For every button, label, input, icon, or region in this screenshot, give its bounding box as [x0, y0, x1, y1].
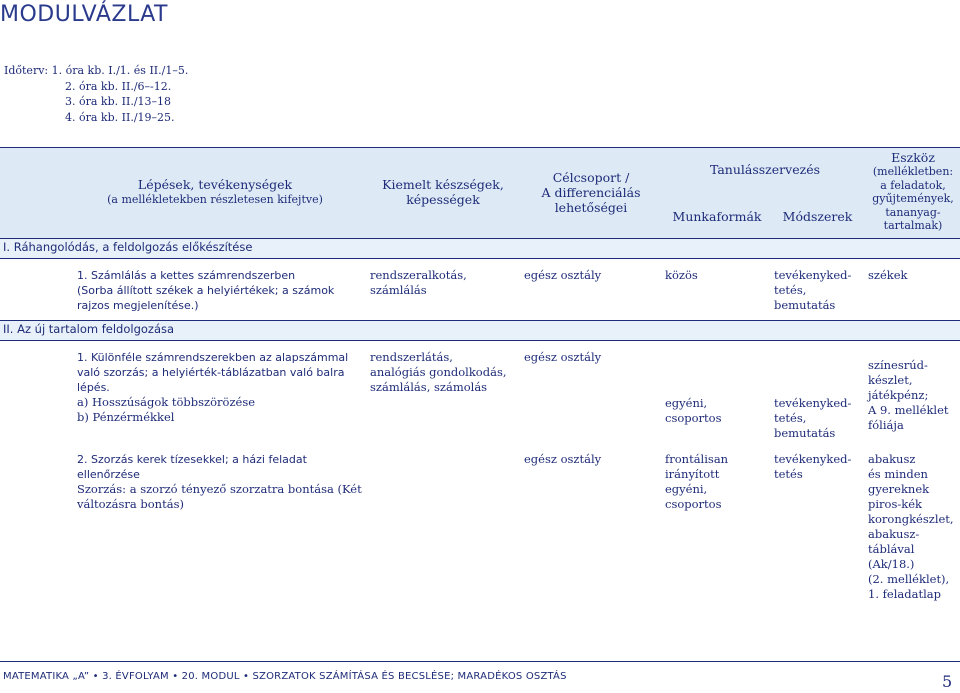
- skills-cell: rendszerlátás, analógiás gondolkodás, számlálás, számolás: [370, 350, 507, 394]
- header-methods: Módszerek: [782, 209, 853, 224]
- header-skills: Kiemelt készségek, képességek: [382, 177, 504, 207]
- header-steps: Lépések, tevékenységek (a mellékletekben részletesen kifejtve): [107, 177, 323, 206]
- schedule-line: 2. óra kb. II./6–-12.: [65, 79, 172, 93]
- schedule-label: Időterv:: [4, 64, 49, 77]
- target-cell: egész osztály: [524, 350, 602, 364]
- header-tools: Eszköz (mellékletben: a feladatok, gyűjtemények, tananyag- tartalmak): [872, 150, 954, 232]
- footer-text: MATEMATIKA „A” • 3. ÉVFOLYAM • 20. MODUL • SZORZATOK SZÁMÍTÁSA ÉS BECSLÉSE; MARADÉKOS OSZTÁS: [3, 671, 567, 682]
- methods-cell: tevékenyked- tetés, bemutatás: [774, 268, 852, 312]
- step-cell: 1. Számlálás a kettes számrendszerben (Sorba állított székek a helyiértékek; a számok rajzos megjelenítése.): [77, 269, 335, 312]
- schedule-line: 4. óra kb. II./19–25.: [65, 110, 175, 124]
- section-rule: [0, 258, 960, 259]
- header-target: Célcsoport / A differenciálás lehetőségei: [541, 170, 641, 215]
- footer-rule: [0, 661, 960, 662]
- target-cell: egész osztály: [524, 452, 602, 466]
- tools-cell: színesrúd- készlet, játékpénz; A 9. melléklet fóliája: [868, 358, 949, 432]
- schedule-line: 3. óra kb. II./13–18: [65, 95, 172, 108]
- methods-cell: tevékenyked- tetés, bemutatás: [774, 396, 852, 440]
- schedule: [4, 63, 188, 125]
- forms-cell: frontálisan irányított egyéni, csoportos: [665, 452, 729, 511]
- target-cell: egész osztály: [524, 268, 602, 282]
- section-title: I. Ráhangolódás, a feldolgozás előkészítése: [0, 239, 960, 258]
- step-cell: 1. Különféle számrendszerekben az alapszámmal való szorzás; a helyiérték-táblázatban való balra lépés. a) Hosszúságok többszörözése b) Pénzérmékkel: [77, 351, 349, 424]
- step-cell: 2. Szorzás kerek tízesekkel; a házi feladat ellenőrzése Szorzás: a szorzó tényező szorzatra bontása (Két változásra bontás): [77, 453, 362, 511]
- methods-cell: tevékenyked- tetés: [774, 452, 852, 481]
- forms-cell: egyéni, csoportos: [665, 396, 722, 425]
- section-title: II. Az új tartalom feldolgozása: [0, 321, 960, 340]
- forms-cell: közös: [665, 268, 698, 282]
- page-title: MODULVÁZLAT: [0, 2, 168, 27]
- section-rule: [0, 340, 960, 341]
- tools-cell: abakusz és minden gyereknek piros-kék korongkészlet, abakusz- táblával (Ak/18.) (2. melléklet), 1. feladatlap: [868, 452, 954, 601]
- header-organization: Tanulásszervezés: [709, 162, 821, 177]
- page-number: 5: [942, 672, 953, 691]
- schedule-line: 1. óra kb. I./1. és II./1–5.: [51, 64, 189, 77]
- header-forms: Munkaformák: [672, 209, 762, 224]
- skills-cell: rendszeralkotás, számlálás: [370, 268, 467, 297]
- tools-cell: székek: [868, 268, 908, 282]
- header-top-rule: [0, 147, 960, 148]
